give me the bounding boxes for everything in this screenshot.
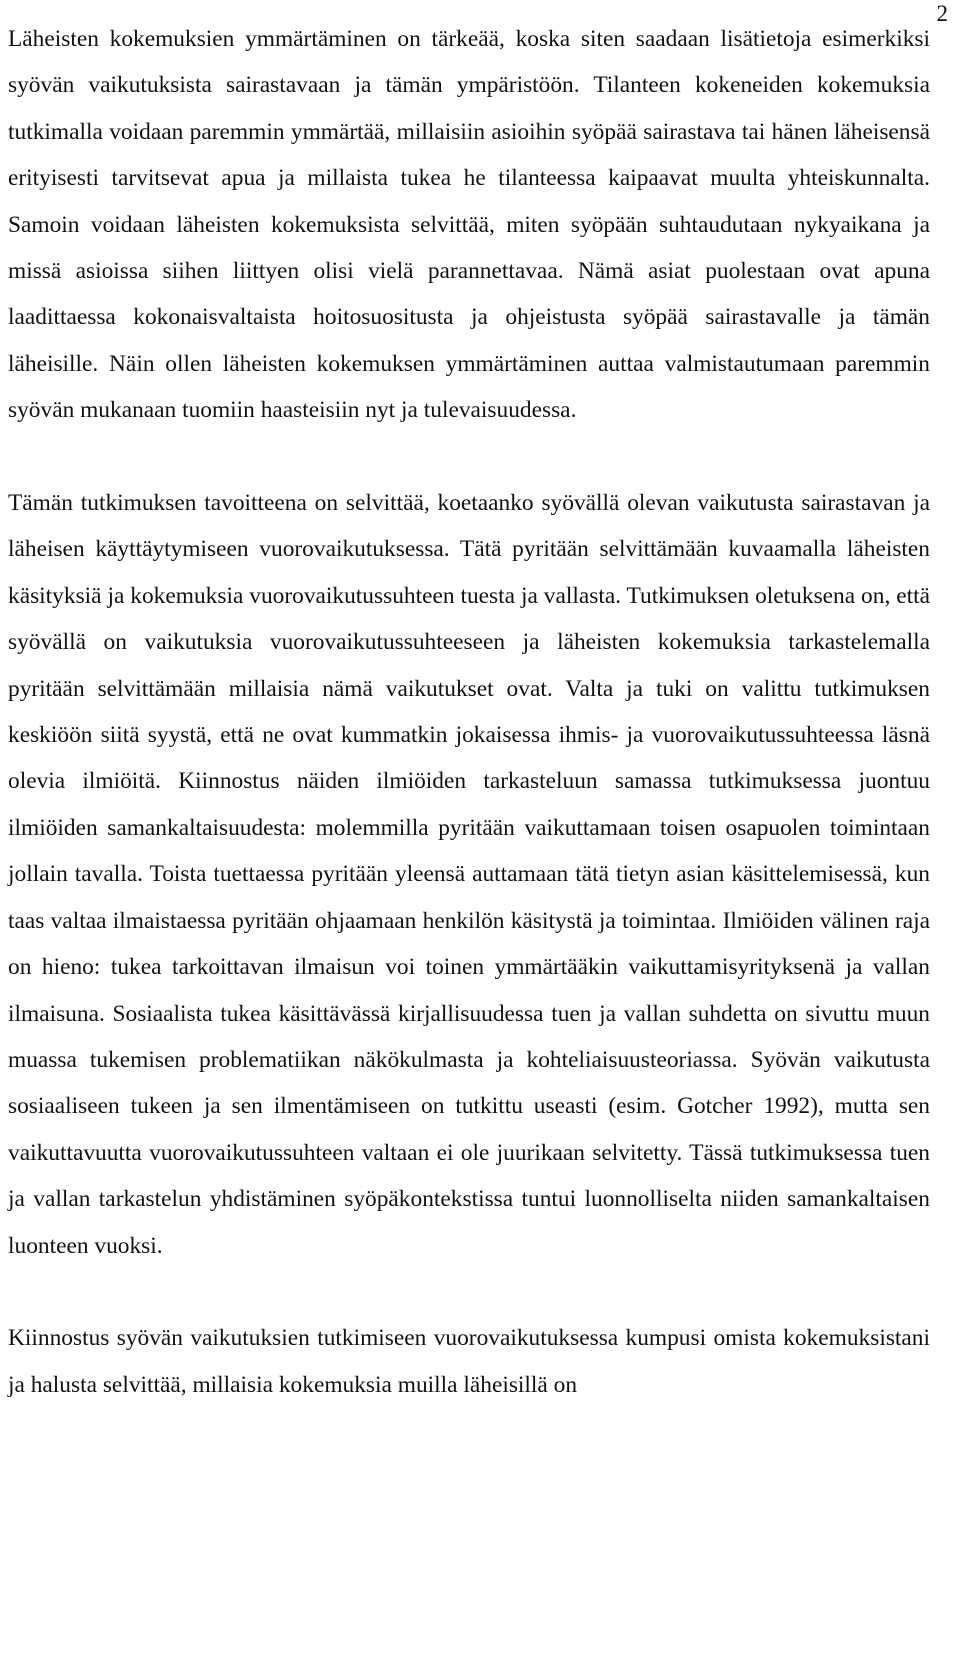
- paragraph-aims: Tämän tutkimuksen tavoitteena on selvittää, koetaanko syövällä olevan vaikutusta sairastavan ja läheisen käyttäytymiseen vuorovaikutuksessa. Tätä pyritään selvittämään kuvaamalla läheisten käsityksiä ja kokemuksia vuorovaikutussuhteen tuesta ja vallasta. Tutkimuksen oletuksena on, että syövällä on vaikutuksia vuorovaikutussuhteeseen ja läheisten kokemuksia tarkastelemalla pyritään selvittämään millaisia nämä vaikutukset ovat. Valta ja tuki on valittu tutkimuksen keskiöön siitä syystä, että ne ovat kummatkin jokaisessa ihmis- ja vuorovaikutussuhteessa läsnä olevia ilmiöitä. Kiinnostus näiden ilmiöiden tarkasteluun samassa tutkimuksessa juontuu ilmiöiden samankaltaisuudesta: molemmilla pyritään vaikuttamaan toisen osapuolen toimintaan jollain tavalla. Toista tuettaessa pyritään yleensä auttamaan tätä tietyn asian käsittelemisessä, kun taas valtaa ilmaistaessa pyritään ohjaamaan henkilön käsitystä ja toimintaa. Ilmiöiden välinen raja on hieno: tukea tarkoittavan ilmaisun voi toinen ymmärtääkin vaikuttamisyrityksenä ja vallan ilmaisuna. Sosiaalista tukea käsittävässä kirjallisuudessa tuen ja vallan suhdetta on sivuttu muun muassa tukemisen problematiikan näkökulmasta ja kohteliaisuusteoriassa. Syövän vaikutusta sosiaaliseen tukeen ja sen ilmentämiseen on tutkittu useasti (esim. Gotcher 1992), mutta sen vaikuttavuutta vuorovaikutussuhteen valtaan ei ole juurikaan selvitetty. Tässä tutkimuksessa tuen ja vallan tarkastelun yhdistäminen syöpäkontekstissa tuntui luonnolliselta niiden samankaltaisen luonteen vuoksi.: [8, 490, 930, 1259]
- paragraph-motivation: Kiinnostus syövän vaikutuksien tutkimiseen vuorovaikutuksessa kumpusi omista kokemuksistani ja halusta selvittää, millaisia kokemuksia muilla läheisillä on: [8, 1325, 930, 1398]
- page-number: 2: [936, 1, 948, 26]
- paragraph-importance: Läheisten kokemuksien ymmärtäminen on tärkeää, koska siten saadaan lisätietoja esimerkiksi syövän vaikutuksista sairastavaan ja tämän ympäristöön. Tilanteen kokeneiden kokemuksia tutkimalla voidaan paremmin ymmärtää, millaisiin asioihin syöpää sairastava tai hänen läheisensä erityisesti tarvitsevat apua ja millaista tukea he tilanteessa kaipaavat muulta yhteiskunnalta. Samoin voidaan läheisten kokemuksista selvittää, miten syöpään suhtaudutaan nykyaikana ja missä asioissa siihen liittyen olisi vielä parannettavaa. Nämä asiat puolestaan ovat apuna laadittaessa kokonaisvaltaista hoitosuositusta ja ohjeistusta syöpää sairastavalle ja tämän läheisille. Näin ollen läheisten kokemuksen ymmärtäminen auttaa valmistautumaan paremmin syövän mukanaan tuomiin haasteisiin nyt ja tulevaisuudessa.: [8, 26, 930, 424]
